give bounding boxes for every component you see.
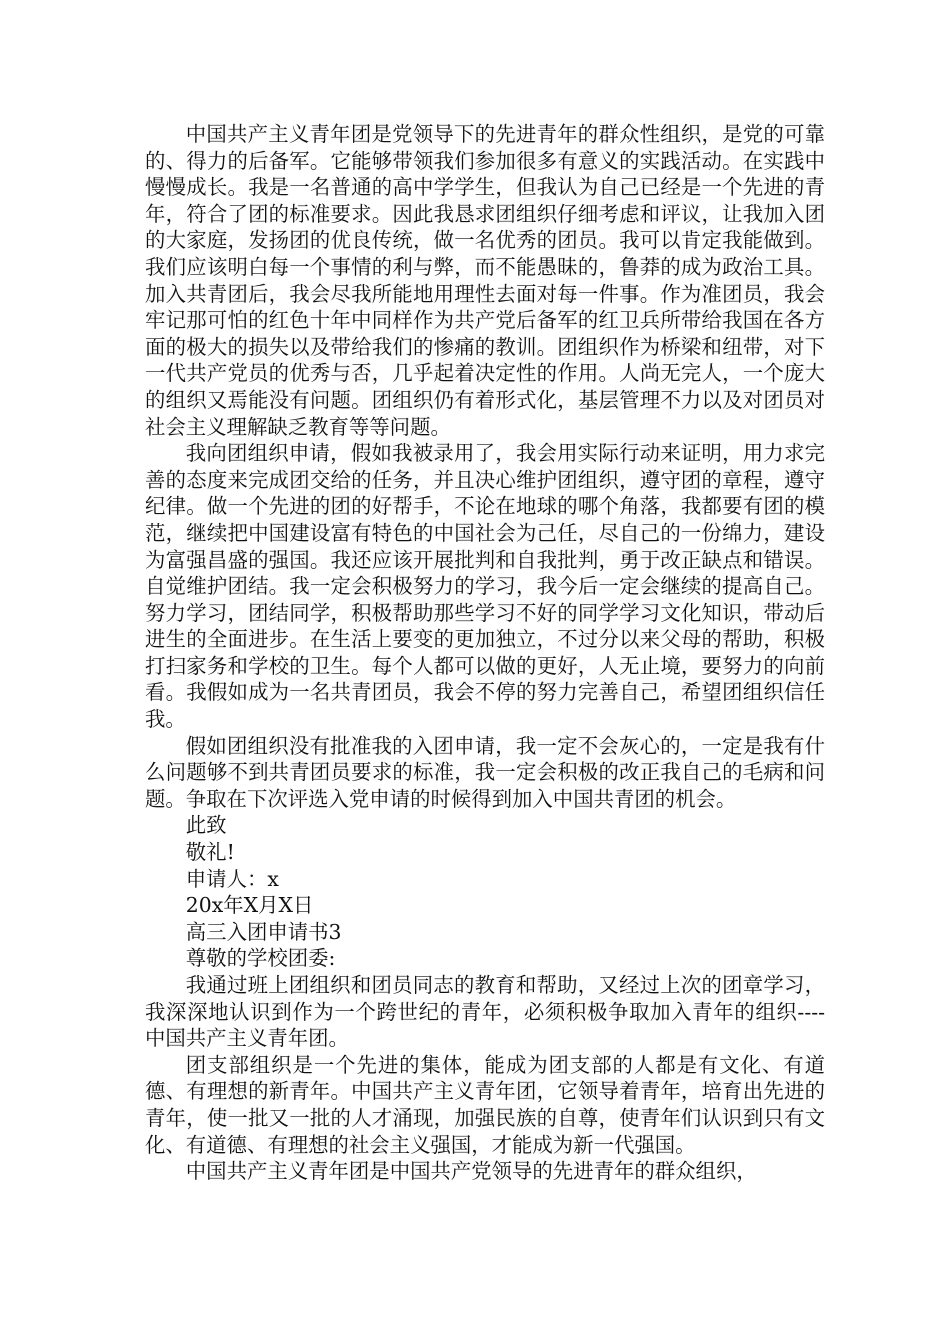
closing-line-1: 此致 bbox=[185, 813, 227, 838]
document-body bbox=[145, 121, 825, 1185]
closing-line-2: 敬礼! bbox=[185, 840, 235, 865]
body-paragraph-5: 团支部组织是一个先进的集体，能成为团支部的人都是有文化、有道德、有理想的新青年。中国共产主义青年团，它领导着青年，培育出先进的青年，使一批又一批的人才涌现，加强民族的自尊，使青年们认识到只有文化、有道德、有理想的社会主义强国，才能成为新一代强国。 bbox=[145, 1052, 825, 1157]
body-paragraph-2: 我向团组织申请，假如我被录用了，我会用实际行动来证明，用力求完善的态度来完成团交给的任务，并且决心维护团组织，遵守团的章程，遵守纪律。做一个先进的团的好帮手，不论在地球的哪个角落，我都要有团的模范，继续把中国建设富有特色的中国社会为己任，尽自己的一份绵力，建设为富强昌盛的强国。我还应该开展批判和自我批判，勇于改正缺点和错误。自觉维护团结。我一定会积极努力的学习，我今后一定会继续的提高自己。努力学习，团结同学，积极帮助那些学习不好的同学学习文化知识，带动后进生的全面进步。在生活上要变的更加独立，不过分以来父母的帮助，积极打扫家务和学校的卫生。每个人都可以做的更好，人无止境，要努力的向前看。我假如成为一名共青团员，我会不停的努力完善自己，希望团组织信任我。 bbox=[145, 441, 825, 732]
body-paragraph-4: 我通过班上团组织和团员同志的教育和帮助，又经过上次的团章学习，我深深地认识到作为一个跨世纪的青年，必须积极争取加入青年的组织----中国共产主义青年团。 bbox=[145, 973, 825, 1051]
section-title: 高三入团申请书3 bbox=[185, 919, 342, 944]
date-line: 20x年X月X日 bbox=[185, 893, 314, 918]
salutation-line: 尊敬的学校团委: bbox=[185, 946, 336, 971]
body-paragraph-1: 中国共产主义青年团是党领导下的先进青年的群众性组织，是党的可靠的、得力的后备军。它能够带领我们参加很多有意义的实践活动。在实践中慢慢成长。我是一名普通的高中学学生，但我认为自己已经是一个先进的青年，符合了团的标准要求。因此我恳求团组织仔细考虑和评议，让我加入团的大家庭，发扬团的优良传统，做一名优秀的团员。我可以肯定我能做到。我们应该明白每一个事情的利与弊，而不能愚昧的，鲁莽的成为政治工具。加入共青团后，我会尽我所能地用理性去面对每一件事。作为准团员，我会牢记那可怕的红色十年中同样作为共产党后备军的红卫兵所带给我国在各方面的极大的损失以及带给我们的惨痛的教训。团组织作为桥梁和纽带，对下一代共产党员的优秀与否，几乎起着决定性的作用。人尚无完人，一个庞大的组织又焉能没有问题。团组织仍有着形式化，基层管理不力以及对团员对社会主义理解缺乏教育等等问题。 bbox=[145, 122, 825, 439]
body-paragraph-3: 假如团组织没有批准我的入团申请，我一定不会灰心的，一定是我有什么问题够不到共青团员要求的标准，我一定会积极的改正我自己的毛病和问题。争取在下次评选入党申请的时候得到加入中国共青团的机会。 bbox=[145, 733, 825, 811]
body-paragraph-6: 中国共产主义青年团是中国共产党领导的先进青年的群众组织， bbox=[185, 1159, 757, 1184]
applicant-line: 申请人：x bbox=[185, 866, 279, 891]
